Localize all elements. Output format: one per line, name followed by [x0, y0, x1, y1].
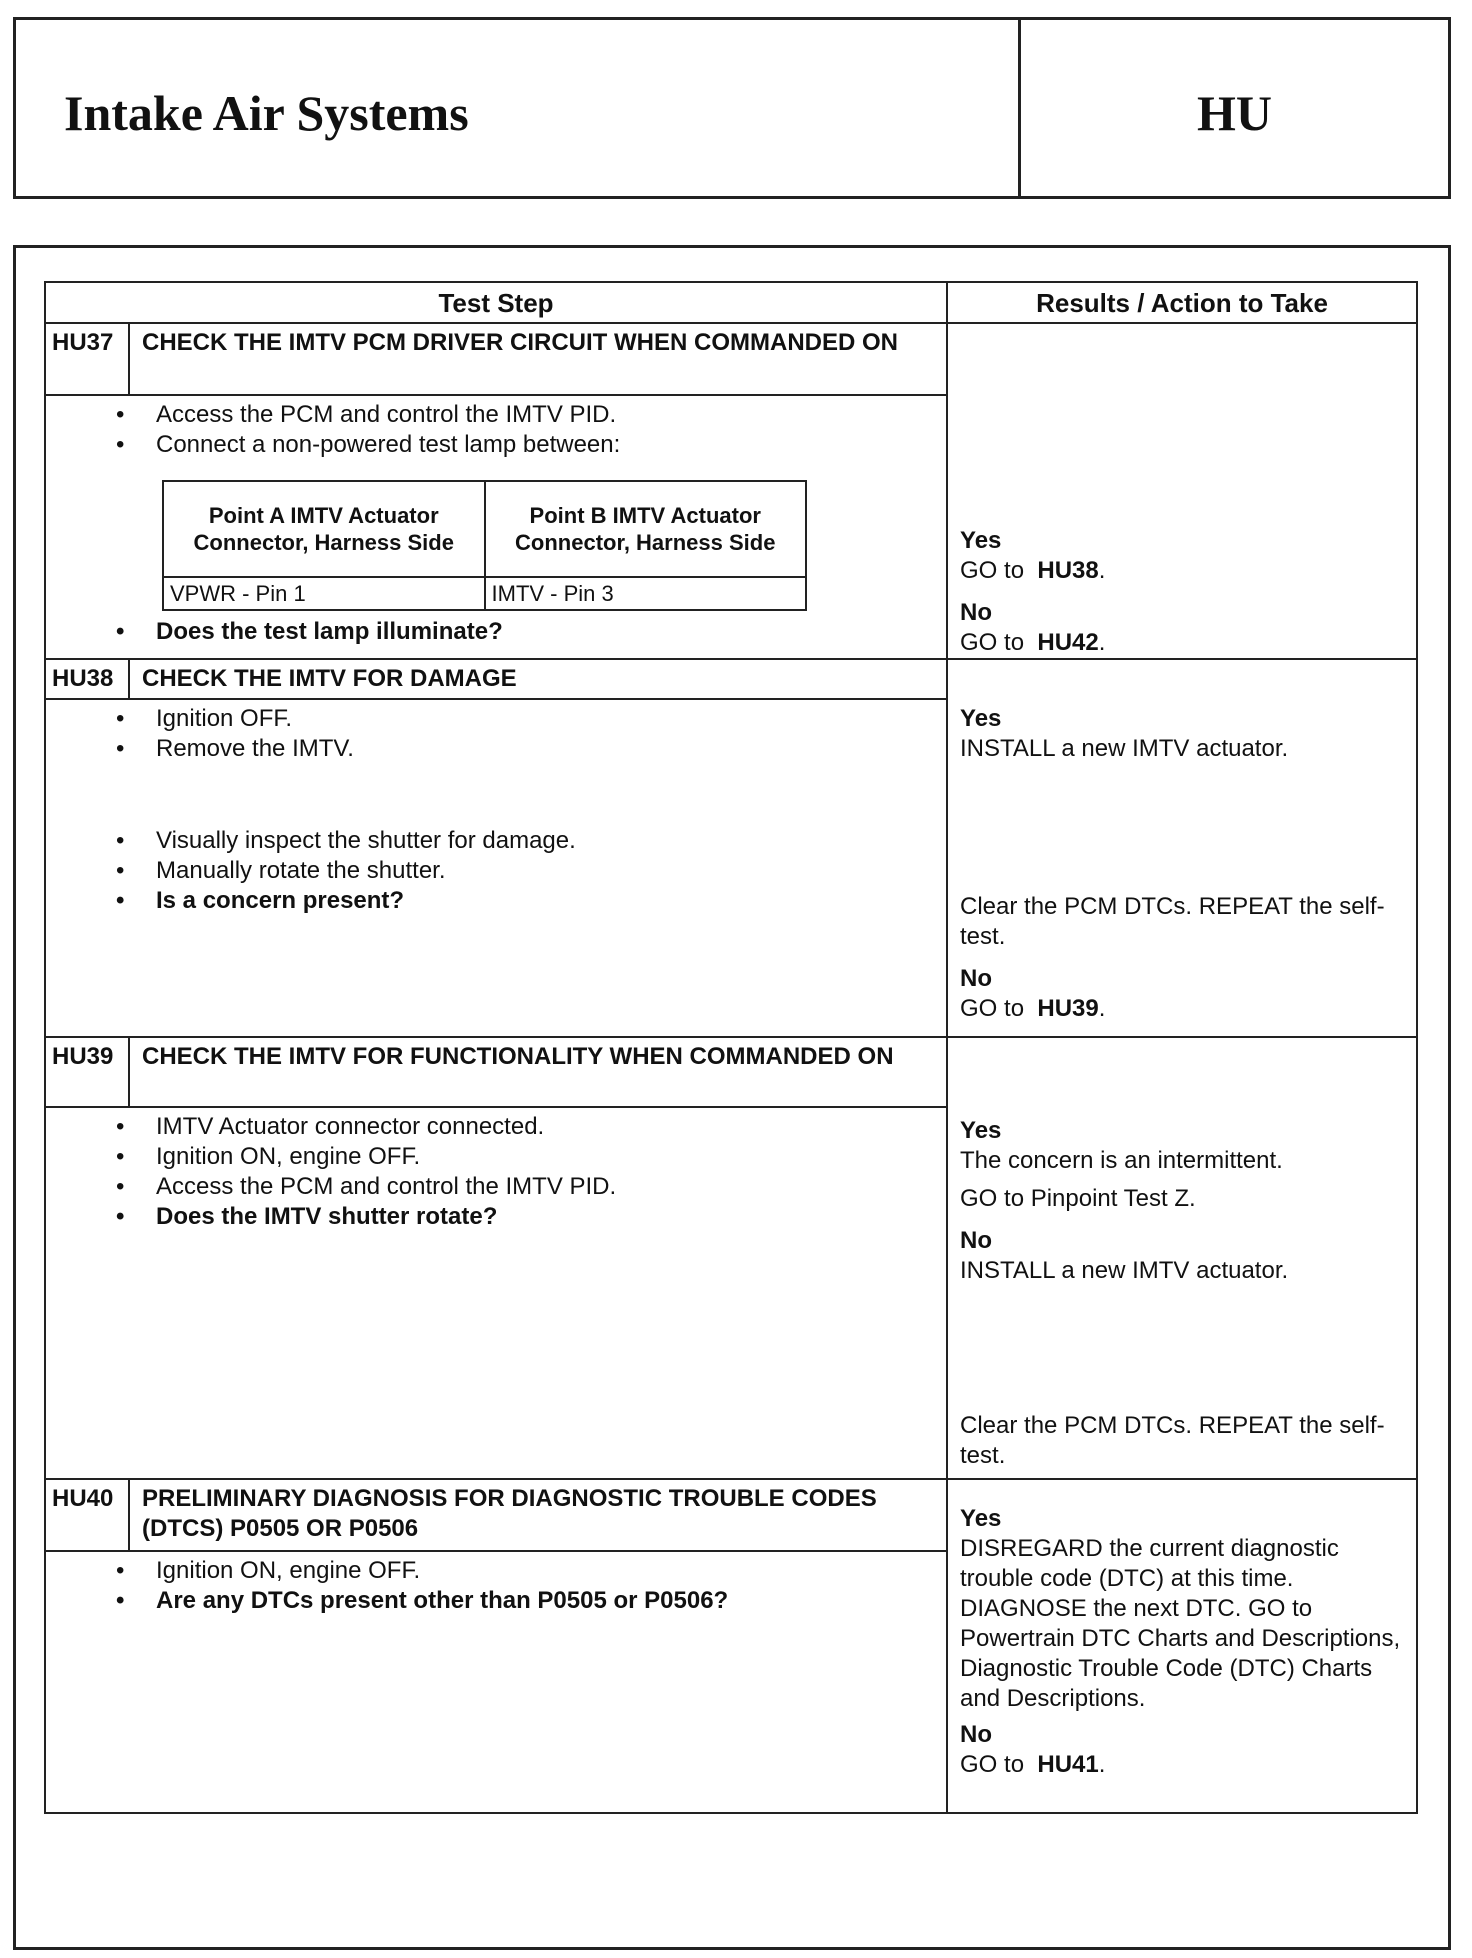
step-id: HU39	[45, 1037, 129, 1107]
list-item: • Remove the IMTV.	[156, 734, 936, 764]
instruction-list	[58, 826, 936, 916]
yes-label: Yes	[960, 1117, 1002, 1144]
yes-followup: GO to Pinpoint Test Z.	[960, 1185, 1196, 1212]
point-a-header: Point A IMTV Actuator Connector, Harness Side	[163, 481, 485, 577]
list-item: • Connect a non-powered test lamp between:	[156, 430, 936, 460]
step-body	[45, 1107, 947, 1479]
list-item: • Access the PCM and control the IMTV PID.	[156, 1172, 936, 1202]
question: • Does the test lamp illuminate?	[156, 617, 936, 647]
question: • Does the IMTV shutter rotate?	[156, 1202, 936, 1232]
instruction-list	[58, 704, 936, 764]
section-code: HU	[1197, 85, 1272, 141]
step-hu37-heading-row	[45, 323, 1417, 395]
step-id: HU38	[45, 659, 129, 699]
step-body	[45, 395, 947, 659]
no-action: INSTALL a new IMTV actuator.	[960, 1257, 1289, 1284]
step-body	[45, 1551, 947, 1813]
list-item: • Ignition ON, engine OFF.	[156, 1142, 936, 1172]
yes-action: INSTALL a new IMTV actuator.	[960, 735, 1289, 762]
step-hu39-heading-row	[45, 1037, 1417, 1107]
list-item: • Access the PCM and control the IMTV PID.	[156, 400, 936, 430]
yes-followup: Clear the PCM DTCs. REPEAT the self-test.	[960, 893, 1385, 950]
step-hu38-results	[947, 659, 1417, 1037]
step-hu38-heading-row	[45, 659, 1417, 699]
list-item: • Manually rotate the shutter.	[156, 856, 936, 886]
step-hu37-results	[947, 323, 1417, 659]
no-action: GO to HU39.	[960, 995, 1106, 1022]
yes-action: GO to HU38.	[960, 557, 1106, 584]
yes-action: The concern is an intermittent.	[960, 1147, 1283, 1174]
section-title: Intake Air Systems	[64, 85, 469, 141]
instruction-list	[58, 400, 936, 460]
table-header-row	[45, 282, 1417, 323]
yes-label: Yes	[960, 527, 1002, 554]
list-item: • Ignition ON, engine OFF.	[156, 1556, 936, 1586]
list-item: • Ignition OFF.	[156, 704, 936, 734]
no-label: No	[960, 1721, 993, 1748]
list-item: • IMTV Actuator connector connected.	[156, 1112, 936, 1142]
step-hu39-results	[947, 1037, 1417, 1479]
list-item: • Visually inspect the shutter for damage.	[156, 826, 936, 856]
step-body	[45, 699, 947, 1037]
instruction-list	[58, 1556, 936, 1616]
step-hu40-results	[947, 1479, 1417, 1813]
point-a-value: VPWR - Pin 1	[163, 577, 485, 610]
question: • Are any DTCs present other than P0505 or P0506?	[156, 1586, 936, 1616]
column-header-results: Results / Action to Take	[947, 282, 1417, 323]
no-followup: Clear the PCM DTCs. REPEAT the self-test.	[960, 1412, 1385, 1469]
step-heading: PRELIMINARY DIAGNOSIS FOR DIAGNOSTIC TROUBLE CODES (DTCS) P0505 OR P0506	[129, 1479, 947, 1551]
point-b-header: Point B IMTV Actuator Connector, Harness Side	[485, 481, 807, 577]
step-heading: CHECK THE IMTV FOR DAMAGE	[129, 659, 947, 699]
test-lamp-table	[162, 480, 807, 611]
step-id: HU37	[45, 323, 129, 395]
page-header	[13, 17, 1451, 199]
step-hu40-heading-row	[45, 1479, 1417, 1551]
question-list	[58, 617, 936, 647]
yes-action: DISREGARD the current diagnostic trouble code (DTC) at this time. DIAGNOSE the next DTC. GO to Powertrain DTC Charts and Descriptions, Diagnostic Trouble Code (DTC) Charts and Descriptions.	[960, 1535, 1401, 1712]
yes-label: Yes	[960, 705, 1002, 732]
question: • Is a concern present?	[156, 886, 936, 916]
no-label: No	[960, 599, 993, 626]
no-action: GO to HU42.	[960, 629, 1106, 656]
instruction-list	[58, 1112, 936, 1232]
yes-label: Yes	[960, 1505, 1002, 1532]
step-heading: CHECK THE IMTV FOR FUNCTIONALITY WHEN COMMANDED ON	[129, 1037, 947, 1107]
step-id: HU40	[45, 1479, 129, 1551]
no-label: No	[960, 965, 993, 992]
point-b-value: IMTV - Pin 3	[485, 577, 807, 610]
step-heading: CHECK THE IMTV PCM DRIVER CIRCUIT WHEN COMMANDED ON	[129, 323, 947, 395]
no-action: GO to HU41.	[960, 1751, 1106, 1778]
no-label: No	[960, 1227, 993, 1254]
column-header-test-step: Test Step	[45, 282, 947, 323]
diagnostic-table	[44, 281, 1418, 1814]
